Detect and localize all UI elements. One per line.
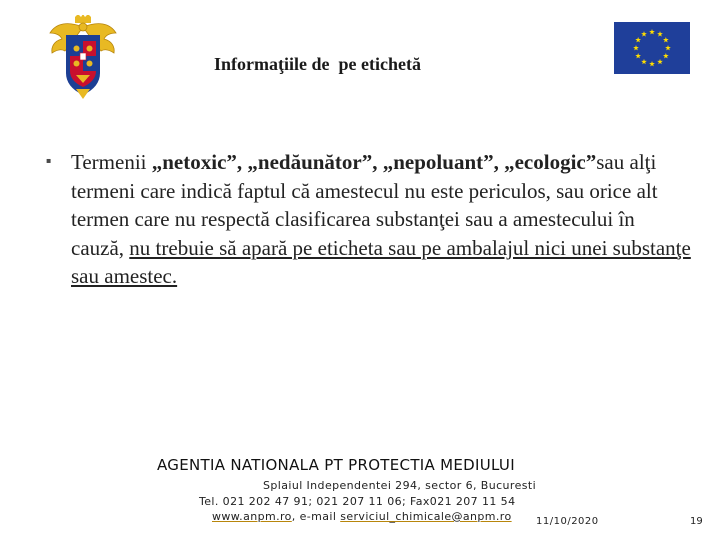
agency-name: AGENTIA NATIONALA PT PROTECTIA MEDIULUI	[157, 456, 515, 474]
website-link[interactable]: www.anpm.ro	[212, 510, 292, 523]
phone-fax: Tel. 021 202 47 91; 021 207 11 06; Fax021 207 11 54	[199, 495, 516, 508]
romania-coat-of-arms-icon	[48, 15, 118, 99]
contact-line	[212, 510, 512, 523]
address: Splaiul Independentei 294, sector 6, Bucuresti	[263, 479, 537, 492]
page-number: 19	[690, 516, 703, 527]
eu-flag-icon	[614, 22, 690, 74]
email-link[interactable]: serviciul_chimicale@anpm.ro	[340, 510, 512, 523]
date: 11/10/2020	[536, 516, 599, 527]
text-segment: Termenii	[71, 150, 152, 174]
bullet-icon: ▪	[46, 156, 52, 165]
text-segment: sau alţi termeni care indică faptul că amestecul nu este periculos, sau orice alt termen care nu respectă clasificarea substanţei sau a amestecului în cauză,	[71, 150, 658, 260]
email-prefix: , e-mail	[291, 510, 341, 523]
underlined-statement: nu trebuie să apară pe eticheta sau pe ambalajul nici unei substanţe sau amestec.	[71, 235, 691, 288]
bold-terms: „netoxic”, „nedăunător”, „nepoluant”, „ecologic”	[151, 150, 597, 174]
main-paragraph	[71, 148, 691, 291]
page-title: Informaţiile de pe etichetă	[214, 54, 421, 74]
